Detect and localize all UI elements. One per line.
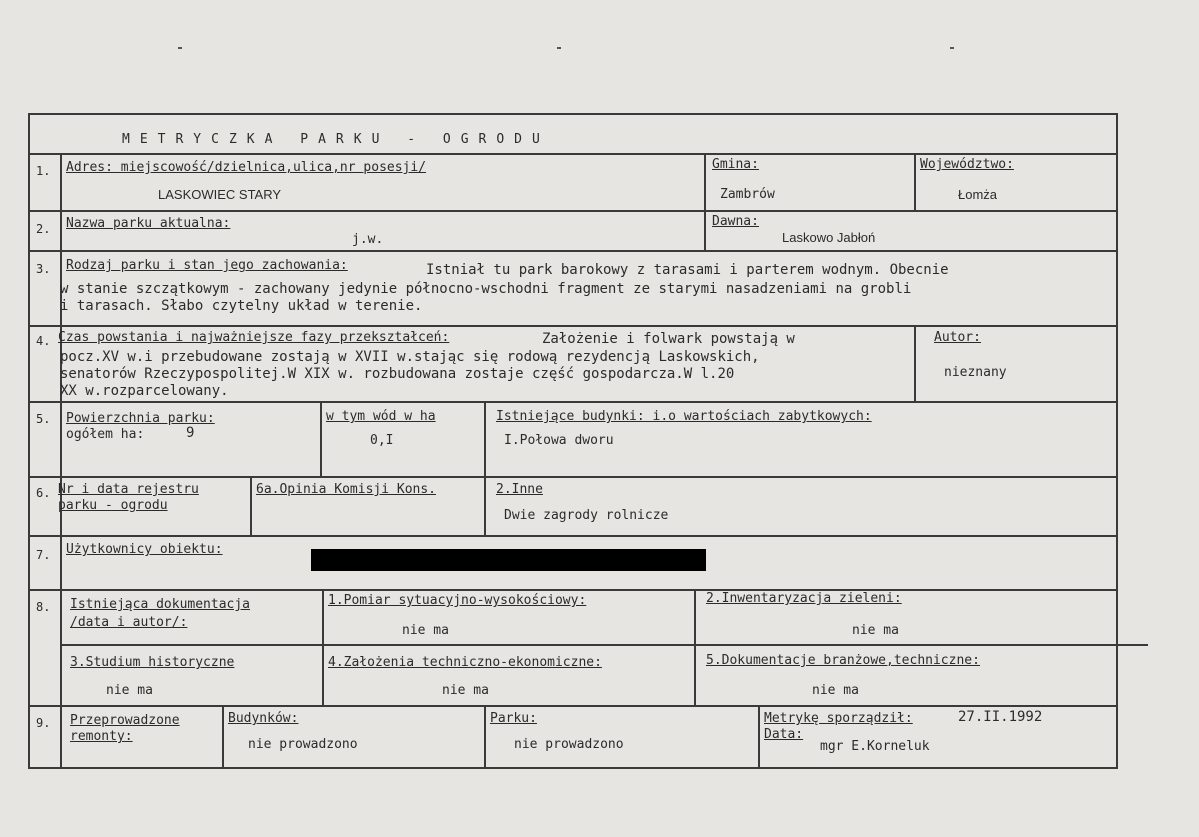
park-type-text: i tarasach. Słabo czytelny układ w terenie. — [60, 298, 423, 314]
col-divider — [320, 401, 322, 476]
survey-value: nie ma — [402, 623, 449, 638]
col-divider — [694, 589, 696, 705]
col-divider — [250, 476, 252, 535]
repairs-label: remonty: — [70, 729, 133, 744]
buildings-value: I.Połowa dworu — [504, 433, 614, 448]
study-value: nie ma — [106, 683, 153, 698]
water-label: w tym wód w ha — [326, 409, 436, 424]
park-repair-value: nie prowadzono — [514, 737, 624, 752]
history-text: Założenie i folwark powstają w — [542, 331, 795, 347]
survey-label: 1.Pomiar sytuacyjno-wysokościowy: — [328, 593, 587, 608]
author-value: nieznany — [944, 365, 1007, 380]
rule — [30, 401, 1118, 403]
history-text: XX w.rozparcelowany. — [60, 383, 229, 399]
row-number: 9. — [36, 716, 51, 730]
rule — [30, 476, 1118, 478]
scan-speck — [950, 47, 954, 49]
compiled-date: 27.II.1992 — [958, 709, 1043, 725]
compiled-by-value: mgr E.Korneluk — [820, 739, 930, 754]
scan-speck — [557, 47, 561, 49]
row-number: 5. — [36, 412, 51, 426]
num-column-divider — [60, 153, 62, 769]
date-label: Data: — [764, 727, 804, 742]
row-number: 1. — [36, 164, 51, 178]
register-label: parku - ogrodu — [58, 498, 168, 513]
col-divider — [484, 705, 486, 769]
park-name-label: Nazwa parku aktualna: — [66, 216, 231, 231]
row-number: 4. — [36, 334, 51, 348]
area-label-total: ogółem ha: — [66, 427, 145, 442]
register-label: Nr i data rejestru — [58, 482, 199, 497]
address-label: Adres: miejscowość/dzielnica,ulica,nr posesji/ — [66, 160, 427, 175]
row-number: 7. — [36, 548, 51, 562]
water-value: 0,I — [370, 433, 394, 448]
row-number: 3. — [36, 262, 51, 276]
buildings-label: Istniejące budynki: i.o wartościach zabytkowych: — [496, 409, 872, 424]
col-divider — [704, 153, 706, 250]
history-text: senatorów Rzeczypospolitej.W XIX w. rozbudowana zostaje część gospodarcza.W l.20 — [60, 366, 735, 382]
compiled-by-label: Metrykę sporządził: — [764, 711, 913, 726]
study-label: 3.Studium historyczne — [70, 655, 235, 670]
col-divider — [484, 476, 486, 535]
other-value: Dwie zagrody rolnicze — [504, 508, 669, 523]
history-text: pocz.XV w.i przebudowane zostają w XVII w.stając się rodową rezydencją Laskowskich, — [60, 349, 760, 365]
technical-label: 5.Dokumentacje branżowe,techniczne: — [706, 653, 980, 668]
history-label: Czas powstania i najważniejsze fazy przekształceń: — [58, 330, 450, 345]
col-divider — [484, 401, 486, 476]
rule — [30, 250, 1118, 252]
row-number: 2. — [36, 222, 51, 236]
other-label: 2.Inne — [496, 482, 543, 497]
col-divider — [322, 589, 324, 705]
col-divider — [914, 325, 916, 401]
rule — [30, 153, 1118, 155]
form-title: METRYCZKA PARKU - OGRODU — [122, 132, 550, 147]
gmina-label: Gmina: — [712, 157, 759, 172]
documentation-label: /data i autor/: — [70, 615, 188, 630]
park-repair-label: Parku: — [490, 711, 537, 726]
economics-label: 4.Założenia techniczno-ekonomiczne: — [328, 655, 602, 670]
repairs-label: Przeprowadzone — [70, 713, 180, 728]
rule — [30, 325, 1118, 327]
scan-speck — [178, 47, 182, 49]
park-type-text: Istniał tu park barokowy z tarasami i parterem wodnym. Obecnie — [426, 262, 949, 278]
greenery-label: 2.Inwentaryzacja zieleni: — [706, 591, 902, 606]
rule — [30, 589, 1118, 591]
voivodeship-label: Województwo: — [920, 157, 1014, 172]
opinion-label: 6a.Opinia Komisji Kons. — [256, 482, 437, 497]
former-name-value: Laskowo Jabłoń — [782, 230, 876, 245]
park-record-form — [28, 113, 1118, 769]
gmina-value: Zambrów — [720, 187, 775, 202]
rule — [30, 535, 1118, 537]
park-type-text: w stanie szczątkowym - zachowany jedynie północno-wschodni fragment ze starymi nasadzeniami na grobli — [60, 281, 912, 297]
buildings-repair-label: Budynków: — [228, 711, 299, 726]
technical-value: nie ma — [812, 683, 859, 698]
rule — [60, 644, 1148, 646]
rule — [30, 210, 1118, 212]
col-divider — [222, 705, 224, 769]
col-divider — [914, 153, 916, 210]
park-type-label: Rodzaj parku i stan jego zachowania: — [66, 258, 348, 273]
buildings-repair-value: nie prowadzono — [248, 737, 358, 752]
area-value: 9 — [186, 425, 195, 441]
greenery-value: nie ma — [852, 623, 899, 638]
documentation-label: Istniejąca dokumentacja — [70, 597, 251, 612]
row-number: 8. — [36, 600, 51, 614]
economics-value: nie ma — [442, 683, 489, 698]
former-name-label: Dawna: — [712, 214, 759, 229]
row-number: 6. — [36, 486, 51, 500]
rule — [30, 705, 1118, 707]
author-label: Autor: — [934, 330, 981, 345]
users-label: Użytkownicy obiektu: — [66, 542, 223, 557]
col-divider — [758, 705, 760, 769]
voivodeship-value: Łomża — [958, 187, 998, 202]
area-label: Powierzchnia parku: — [66, 411, 215, 426]
redaction-bar — [311, 549, 706, 571]
park-name-value: j.w. — [352, 232, 384, 247]
address-value: LASKOWIEC STARY — [158, 187, 282, 202]
